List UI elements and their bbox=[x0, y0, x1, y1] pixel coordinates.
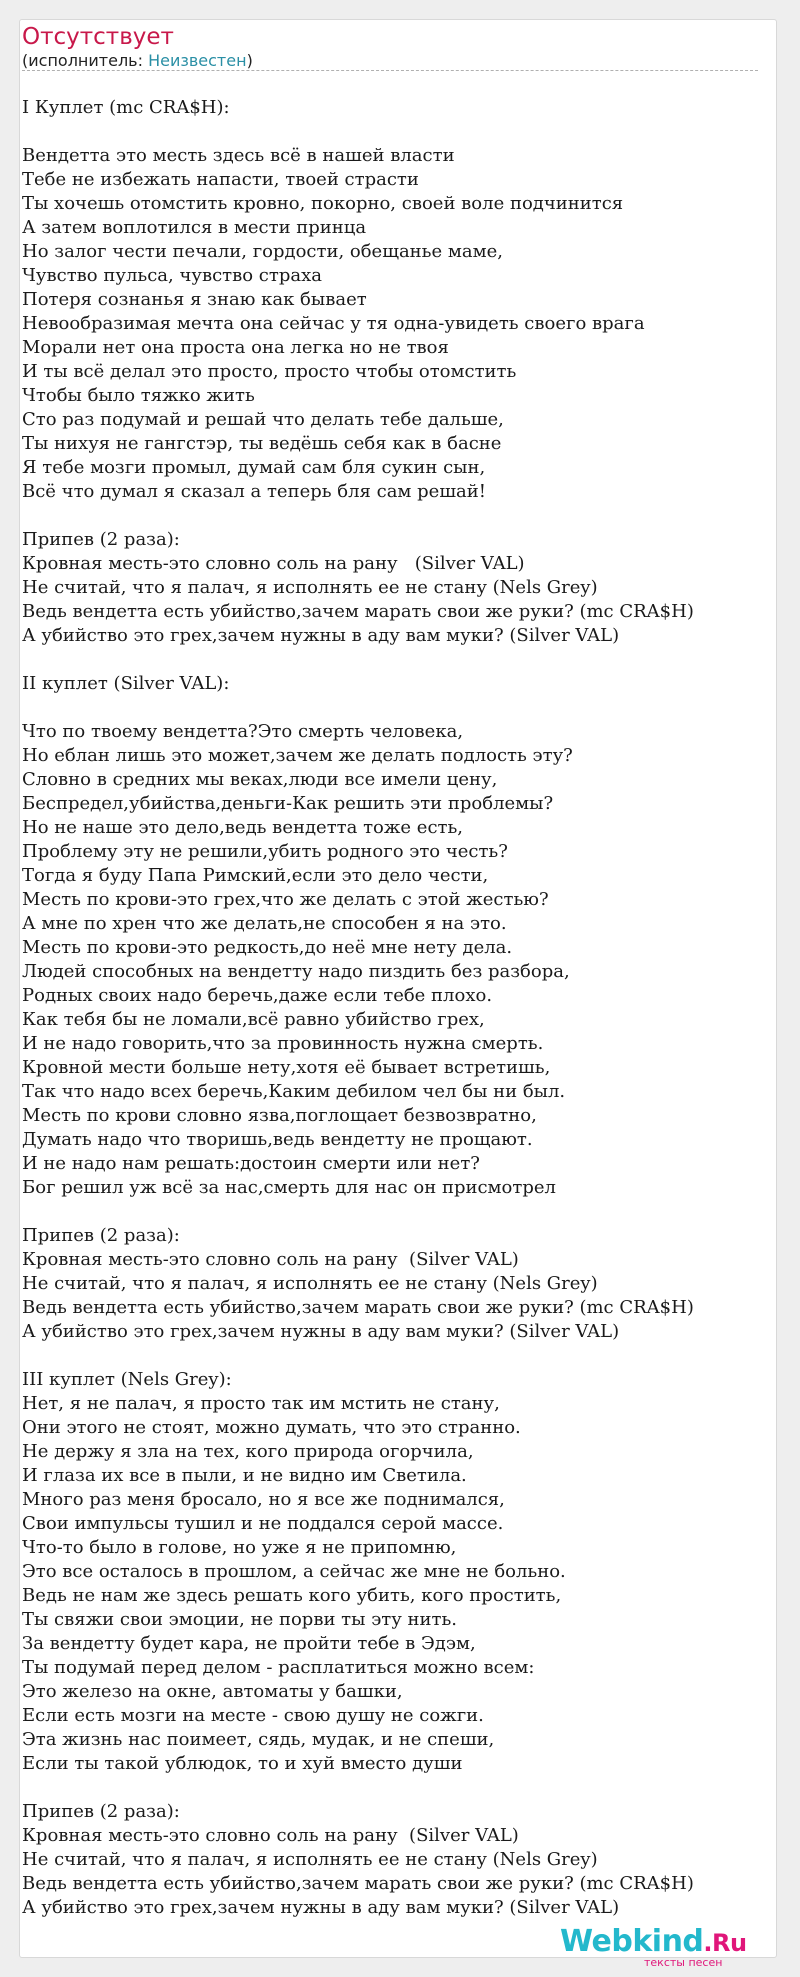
lyric-line: Не держу я зла на тех, кого природа огорчила, bbox=[22, 1441, 474, 1462]
lyric-line: Но еблан лишь это может,зачем же делать подлость эту? bbox=[22, 745, 573, 766]
lyric-line: Много раз меня бросало, но я все же поднимался, bbox=[22, 1489, 505, 1510]
lyric-blank-line bbox=[22, 504, 760, 528]
lyric-line: Ты подумай перед делом - расплатиться можно всем: bbox=[22, 1657, 535, 1678]
lyric-line: Морали нет она проста она легка но не твоя bbox=[22, 337, 449, 358]
lyric-line: Беспредел,убийства,деньги-Как решить эти проблемы? bbox=[22, 793, 554, 814]
lyric-line: Что-то было в голове, но уже я не припомню, bbox=[22, 1537, 457, 1558]
lyric-line: Ты свяжи свои эмоции, не порви ты эту нить. bbox=[22, 1609, 458, 1630]
lyric-line: Словно в средних мы веках,люди все имели цену, bbox=[22, 769, 498, 790]
artist-line bbox=[22, 51, 253, 71]
lyric-line: И ты всё делал это просто, просто чтобы отомстить bbox=[22, 361, 517, 382]
title-divider bbox=[22, 70, 758, 71]
lyric-line: Тогда я буду Папа Римский,если это дело чести, bbox=[22, 865, 489, 886]
lyric-line: Кровная месть-это словно соль на рану (Silver VAL) bbox=[22, 1825, 519, 1846]
lyric-line: III куплет (Nels Grey): bbox=[22, 1369, 232, 1390]
lyric-line: Кровной мести больше нету,хотя её бывает встретишь, bbox=[22, 1057, 551, 1078]
lyric-line: Припев (2 раза): bbox=[22, 1225, 180, 1246]
lyric-line: Родных своих надо беречь,даже если тебе плохо. bbox=[22, 985, 493, 1006]
lyric-line: Не считай, что я палач, я исполнять ее не стану (Nels Grey) bbox=[22, 1849, 598, 1870]
song-title: Отсутствует bbox=[22, 24, 174, 50]
logo-tld: .Ru bbox=[703, 1929, 747, 1957]
lyric-line: Если есть мозги на месте - свою душу не сожги. bbox=[22, 1705, 484, 1726]
lyric-line: Как тебя бы не ломали,всё равно убийство грех, bbox=[22, 1009, 485, 1030]
lyric-line: II куплет (Silver VAL): bbox=[22, 673, 230, 694]
lyric-line: Не считай, что я палач, я исполнять ее не стану (Nels Grey) bbox=[22, 1273, 598, 1294]
lyric-line: Кровная месть-это словно соль на рану (Silver VAL) bbox=[22, 1249, 519, 1270]
lyric-line: Припев (2 раза): bbox=[22, 529, 180, 550]
lyric-line: А мне по хрен что же делать,не способен я на это. bbox=[22, 913, 507, 934]
lyric-line: Ведь не нам же здесь решать кого убить, кого простить, bbox=[22, 1585, 562, 1606]
lyric-line: Всё что думал я сказал а теперь бля сам решай! bbox=[22, 481, 487, 502]
lyric-line: А убийство это грех,зачем нужны в аду вам муки? (Silver VAL) bbox=[22, 625, 620, 646]
lyric-line: Так что надо всех беречь,Каким дебилом чел бы ни был. bbox=[22, 1081, 566, 1102]
lyric-line: Ты хочешь отомстить кровно, покорно, своей воле подчинится bbox=[22, 193, 624, 214]
lyric-line: За вендетту будет кара, не пройти тебе в Эдэм, bbox=[22, 1633, 476, 1654]
lyric-blank-line bbox=[22, 120, 760, 144]
lyric-line: Тебе не избежать напасти, твоей страсти bbox=[22, 169, 419, 190]
artist-prefix: (исполнитель: bbox=[22, 51, 149, 70]
logo-wordmark bbox=[560, 1925, 747, 1960]
lyric-line: Сто раз подумай и решай что делать тебе дальше, bbox=[22, 409, 504, 430]
lyric-blank-line bbox=[22, 1200, 760, 1224]
lyric-line: Ведь вендетта есть убийство,зачем марать свои же руки? (mc CRA$H) bbox=[22, 601, 694, 622]
lyric-line: Бог решил уж всё за нас,смерть для нас он присмотрел bbox=[22, 1177, 556, 1198]
lyric-line: Людей способных на вендетту надо пиздить без разбора, bbox=[22, 961, 570, 982]
lyric-line: А затем воплотился в мести принца bbox=[22, 217, 367, 238]
lyric-line: Если ты такой ублюдок, то и хуй вместо души bbox=[22, 1753, 463, 1774]
lyric-line: Месть по крови-это грех,что же делать с этой жестью? bbox=[22, 889, 549, 910]
lyric-line: Кровная месть-это словно соль на рану (Silver VAL) bbox=[22, 553, 525, 574]
lyric-line: Невообразимая мечта она сейчас у тя одна-увидеть своего врага bbox=[22, 313, 645, 334]
lyric-blank-line bbox=[22, 1344, 760, 1368]
lyric-line: Не считай, что я палач, я исполнять ее не стану (Nels Grey) bbox=[22, 577, 598, 598]
lyric-line: Потеря сознанья я знаю как бывает bbox=[22, 289, 367, 310]
lyric-line: А убийство это грех,зачем нужны в аду вам муки? (Silver VAL) bbox=[22, 1897, 620, 1918]
artist-link[interactable]: Неизвестен bbox=[148, 51, 247, 70]
lyric-line: Что по твоему вендетта?Это смерть человека, bbox=[22, 721, 464, 742]
lyric-line: Но залог чести печали, гордости, обещанье маме, bbox=[22, 241, 503, 262]
lyric-line: И не надо говорить,что за провинность нужна смерть. bbox=[22, 1033, 544, 1054]
lyric-line: Это все осталось в прошлом, а сейчас же мне не больно. bbox=[22, 1561, 566, 1582]
lyric-line: Это железо на окне, автоматы у башки, bbox=[22, 1681, 403, 1702]
lyric-line: Ведь вендетта есть убийство,зачем марать свои же руки? (mc CRA$H) bbox=[22, 1297, 694, 1318]
lyric-blank-line bbox=[22, 648, 760, 672]
lyric-line: Припев (2 раза): bbox=[22, 1801, 180, 1822]
lyric-line: Месть по крови-это редкость,до неё мне нету дела. bbox=[22, 937, 513, 958]
lyric-line: Проблему эту не решили,убить родного это честь? bbox=[22, 841, 508, 862]
lyric-line: Но не наше это дело,ведь вендетта тоже есть, bbox=[22, 817, 464, 838]
lyric-blank-line bbox=[22, 696, 760, 720]
lyric-line: Я тебе мозги промыл, думай сам бля сукин сын, bbox=[22, 457, 486, 478]
lyric-line: Ты нихуя не гангстэр, ты ведёшь себя как в басне bbox=[22, 433, 502, 454]
lyric-line: I Куплет (mc CRA$H): bbox=[22, 97, 230, 118]
lyric-line: Чувство пульса, чувство страха bbox=[22, 265, 322, 286]
artist-suffix: ) bbox=[246, 51, 253, 70]
lyric-line: Нет, я не палач, я просто так им мстить не стану, bbox=[22, 1393, 500, 1414]
lyric-line: И глаза их все в пыли, и не видно им Светила. bbox=[22, 1465, 467, 1486]
lyric-line: Вендетта это месть здесь всё в нашей власти bbox=[22, 145, 455, 166]
lyric-line: Ведь вендетта есть убийство,зачем марать свои же руки? (mc CRA$H) bbox=[22, 1873, 694, 1894]
lyric-line: Чтобы было тяжко жить bbox=[22, 385, 255, 406]
lyric-line: Свои импульсы тушил и не поддался серой массе. bbox=[22, 1513, 504, 1534]
lyric-line: Месть по крови словно язва,поглощает безвозвратно, bbox=[22, 1105, 537, 1126]
lyric-blank-line bbox=[22, 1776, 760, 1800]
webkind-logo[interactable] bbox=[560, 1925, 770, 1969]
logo-tagline: тексты песен bbox=[644, 1956, 723, 1969]
lyric-line: Эта жизнь нас поимеет, сядь, мудак, и не спеши, bbox=[22, 1729, 495, 1750]
logo-name: Webkind bbox=[560, 1924, 704, 1959]
lyric-line: Думать надо что творишь,ведь вендетту не прощают. bbox=[22, 1129, 533, 1150]
lyric-line: Они этого не стоят, можно думать, что это странно. bbox=[22, 1417, 521, 1438]
lyrics-text bbox=[22, 96, 760, 1920]
lyric-line: А убийство это грех,зачем нужны в аду вам муки? (Silver VAL) bbox=[22, 1321, 620, 1342]
lyric-line: И не надо нам решать:достоин смерти или нет? bbox=[22, 1153, 480, 1174]
